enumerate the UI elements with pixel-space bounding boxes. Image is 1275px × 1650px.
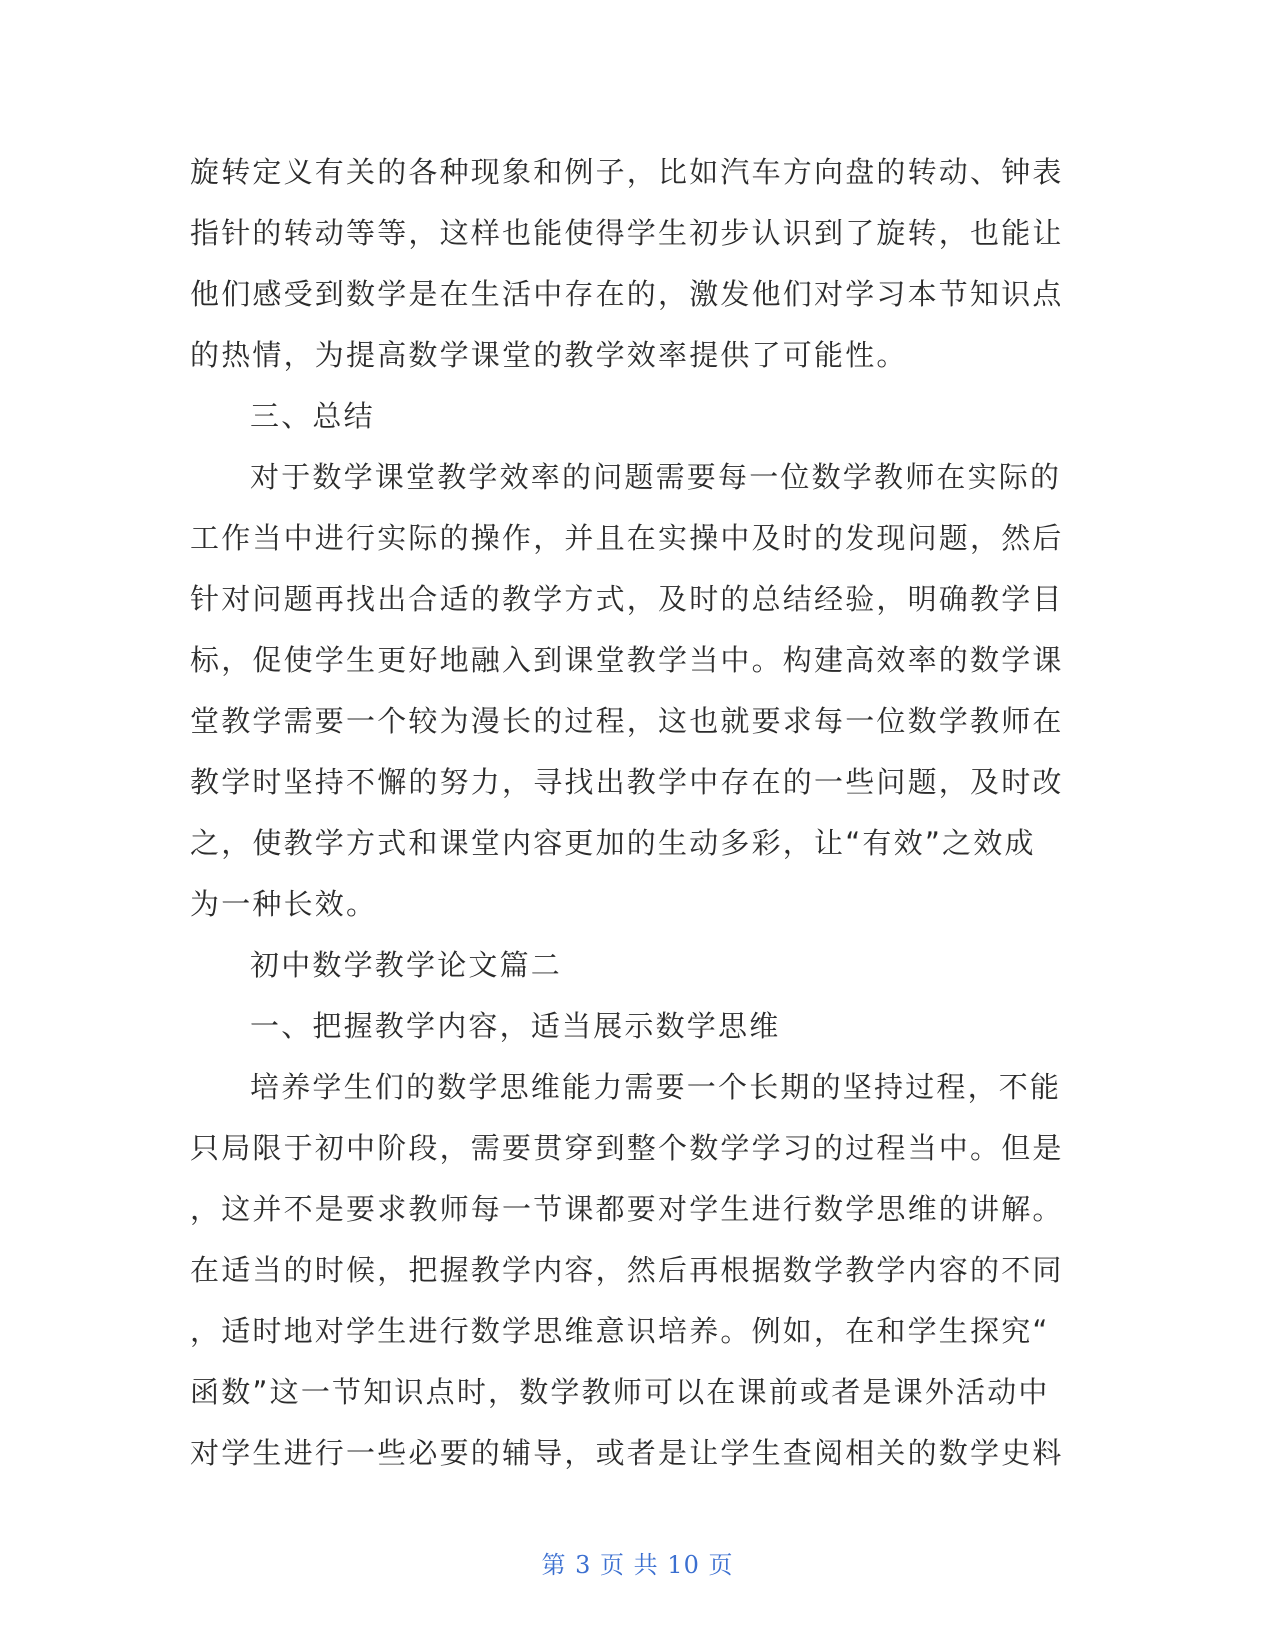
text-line: 工作当中进行实际的操作，并且在实操中及时的发现问题，然后	[190, 521, 1064, 555]
text-line: 函数”这一节知识点时，数学教师可以在课前或者是课外活动中	[190, 1375, 1050, 1409]
text-line: 对学生进行一些必要的辅导，或者是让学生查阅相关的数学史料	[190, 1436, 1064, 1470]
text-line: ，适时地对学生进行数学思维意识培养。例如，在和学生探究“	[190, 1314, 1050, 1348]
text-line: 之，使教学方式和课堂内容更加的生动多彩，让“有效”之效成	[190, 826, 1036, 860]
page-number-footer: 第 3 页 共 10 页	[541, 1551, 734, 1579]
text-line: 堂教学需要一个较为漫长的过程，这也就要求每一位数学教师在	[190, 704, 1064, 738]
text-line: 他们感受到数学是在生活中存在的，激发他们对学习本节知识点	[190, 277, 1064, 311]
section-heading: 一、把握教学内容，适当展示数学思维	[250, 1009, 781, 1043]
text-line: 在适当的时候，把握教学内容，然后再根据数学教学内容的不同	[190, 1253, 1064, 1287]
section-heading: 三、总结	[250, 399, 375, 433]
text-line: 对于数学课堂教学效率的问题需要每一位数学教师在实际的	[250, 460, 1062, 494]
text-line: 的热情，为提高数学课堂的教学效率提供了可能性。	[190, 338, 908, 372]
document-body	[190, 142, 1070, 1484]
text-line: 为一种长效。	[190, 887, 378, 921]
text-line: ，这并不是要求教师每一节课都要对学生进行数学思维的讲解。	[190, 1192, 1064, 1226]
text-line: 旋转定义有关的各种现象和例子，比如汽车方向盘的转动、钟表	[190, 155, 1064, 189]
text-line: 只局限于初中阶段，需要贯穿到整个数学学习的过程当中。但是	[190, 1131, 1064, 1165]
text-line: 指针的转动等等，这样也能使得学生初步认识到了旋转，也能让	[190, 216, 1064, 250]
text-line: 标，促使学生更好地融入到课堂教学当中。构建高效率的数学课	[190, 643, 1064, 677]
text-line: 针对问题再找出合适的教学方式，及时的总结经验，明确教学目	[190, 582, 1064, 616]
text-line: 培养学生们的数学思维能力需要一个长期的坚持过程，不能	[250, 1070, 1062, 1104]
text-line: 教学时坚持不懈的努力，寻找出教学中存在的一些问题，及时改	[190, 765, 1064, 799]
article-title: 初中数学教学论文篇二	[250, 948, 563, 982]
